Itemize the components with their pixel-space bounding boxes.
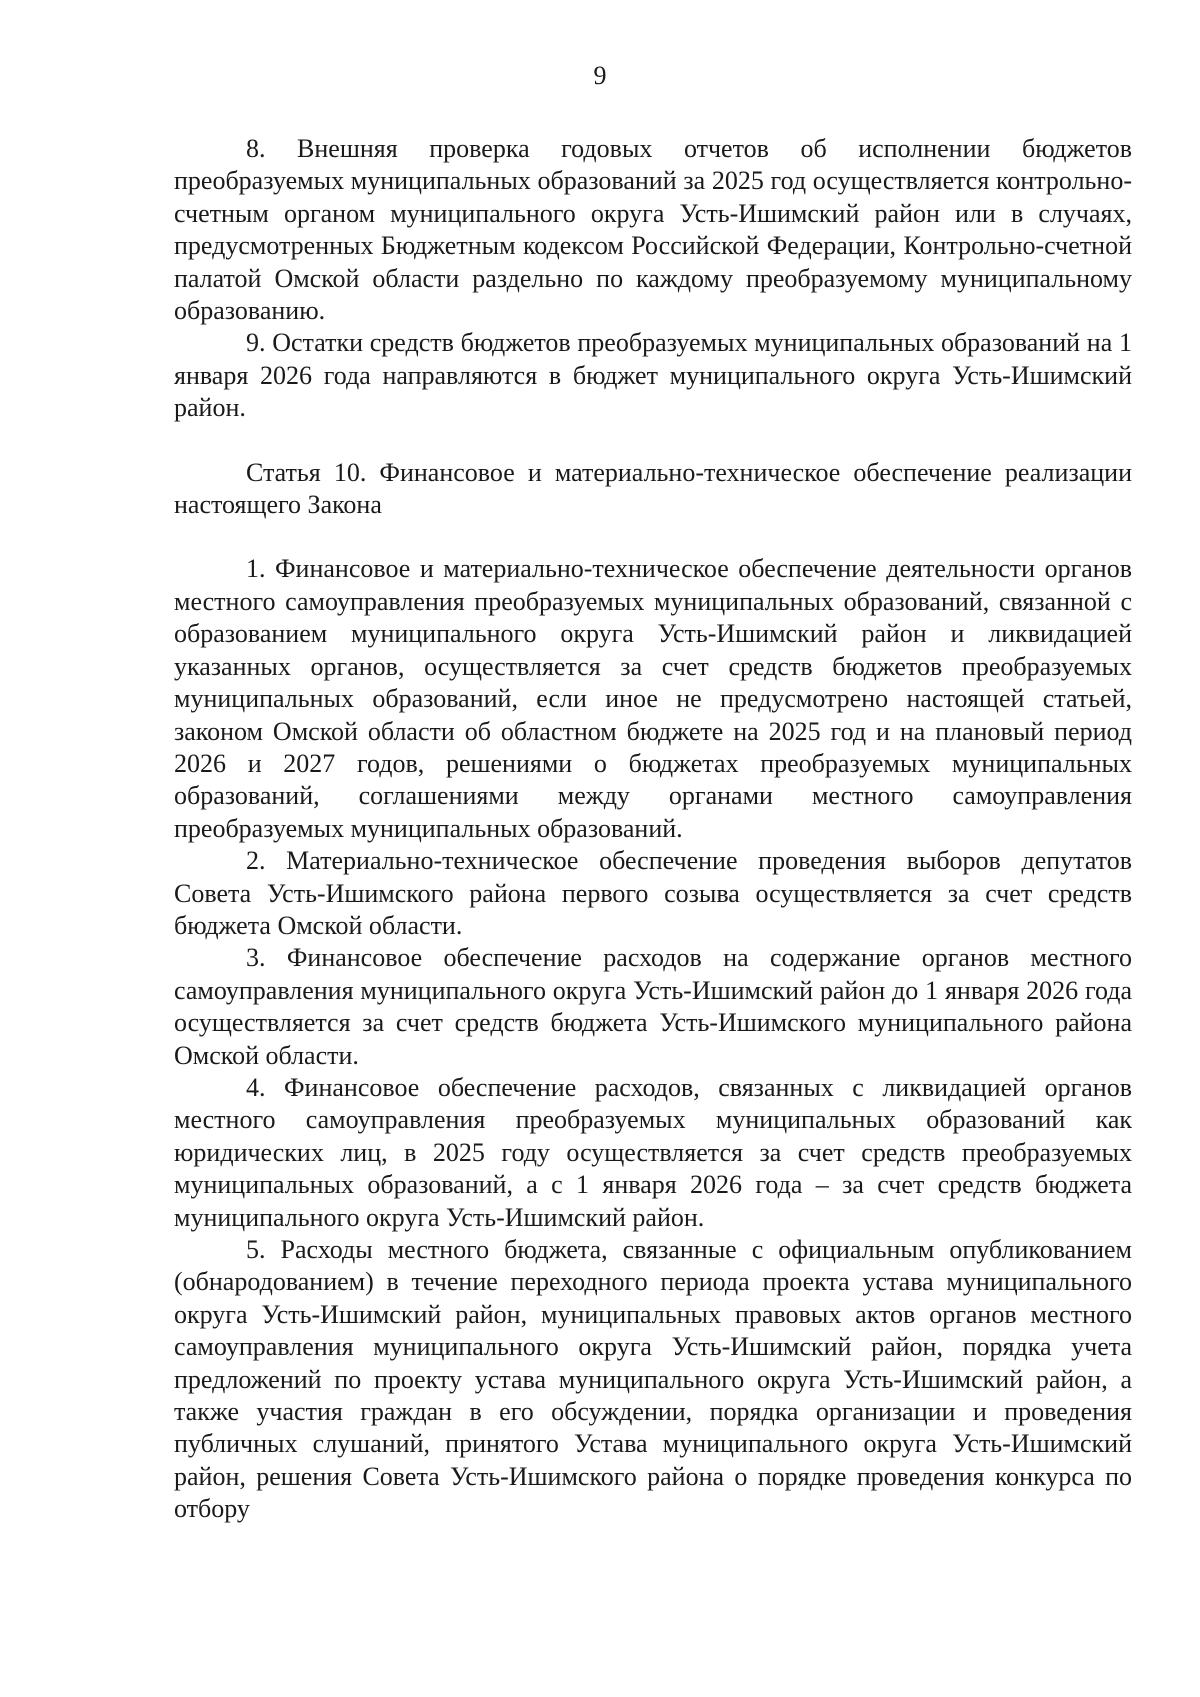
article-paragraph-2: 2. Материально-техническое обеспечение проведения выборов депутатов Совета Усть-Ишимского района первого созыва осуществляется за счет средств бюджета Омской области.	[174, 846, 1132, 940]
article-paragraph-5: 5. Расходы местного бюджета, связанные с официальным опубликованием (обнародованием) в течение переходного периода проекта устава муниципального округа Усть-Ишимский район, муниципальных правовых актов органов местного самоуправления муниципального округа Усть-Ишимский район, порядка учета предложений по проекту устава муниципального округа Усть-Ишимский район, а также участия граждан в его обсуждении, порядка организации и проведения публичных слушаний, принятого Устава муниципального округа Усть-Ишимский район, решения Совета Усть-Ишимского района о порядке проведения конкурса по отбору	[174, 1235, 1132, 1524]
paragraph-8: 8. Внешняя проверка годовых отчетов об исполнении бюджетов преобразуемых муниципальных образований за 2025 год осуществляется контрольно-счетным органом муниципального округа Усть-Ишимский район или в случаях, предусмотренных Бюджетным кодексом Российской Федерации, Контрольно-счетной палатой Омской области раздельно по каждому преобразуемому муниципальному образованию.	[174, 134, 1132, 326]
article-paragraph-4: 4. Финансовое обеспечение расходов, связанных с ликвидацией органов местного самоуправления преобразуемых муниципальных образований как юридических лиц, в 2025 году осуществляется за счет средств преобразуемых муниципальных образований, а с 1 января 2026 года – за счет средств бюджета муниципального округа Усть-Ишимский район.	[174, 1072, 1132, 1232]
article-paragraph-1: 1. Финансовое и материально-техническое обеспечение деятельности органов местного самоуправления преобразуемых муниципальных образований, связанной с образованием муниципального округа Усть-Ишимский район и ликвидацией указанных органов, осуществляется за счет средств бюджетов преобразуемых муниципальных образований, если иное не предусмотрено настоящей статьей, законом Омской области об областном бюджете на 2025 год и на плановый период 2026 и 2027 годов, решениями о бюджетах преобразуемых муниципальных образований, соглашениями между органами местного самоуправления преобразуемых муниципальных образований.	[174, 554, 1132, 843]
spacer	[174, 425, 1132, 457]
page-number: 9	[593, 61, 607, 90]
article-heading: Статья 10. Финансовое и материально-техническое обеспечение реализации настоящего Закона	[174, 457, 1132, 520]
paragraph-9: 9. Остатки средств бюджетов преобразуемых муниципальных образований на 1 января 2026 года направляются в бюджет муниципального округа Усть-Ишимский район.	[174, 328, 1132, 423]
article-paragraph-3: 3. Финансовое обеспечение расходов на содержание органов местного самоуправления муниципального округа Усть-Ишимский район до 1 января 2026 года осуществляется за счет средств бюджета Усть-Ишимского муниципального района Омской области.	[174, 943, 1132, 1070]
document-body	[174, 133, 1132, 1526]
spacer	[174, 521, 1132, 553]
